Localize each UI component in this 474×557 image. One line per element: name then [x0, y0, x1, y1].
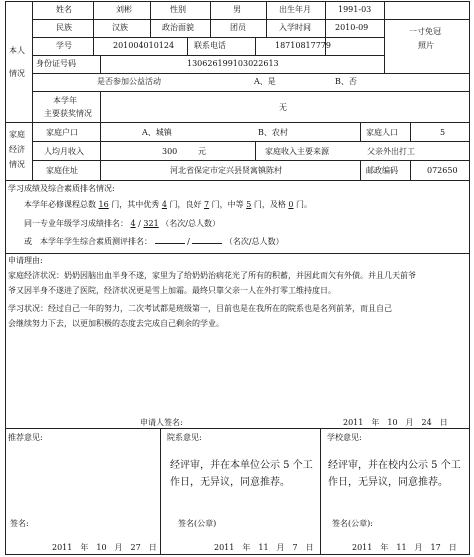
row-line: [32, 55, 384, 56]
college-opinion: 经评审，并在本单位公示 5 个工: [170, 460, 313, 471]
income-source-label: 家庭收入主要来源: [265, 147, 329, 156]
border-left: [5, 1, 6, 555]
income-unit: 元: [198, 147, 206, 156]
name-label: 姓名: [56, 5, 72, 14]
address-value: 河北省保定市定兴县贤寓镇陈村: [170, 166, 282, 175]
section-label: 情况: [9, 69, 25, 78]
name-value: 刘彬: [116, 5, 132, 14]
photo-label: 照片: [418, 41, 434, 50]
col-line: [187, 38, 188, 55]
school-opinion: 经评审，并在校内公示 5 个工: [328, 460, 461, 471]
courses-total: 16: [98, 200, 109, 209]
blank-field: [192, 243, 222, 244]
gender-label: 性别: [170, 5, 186, 14]
population-value: 5: [440, 128, 446, 137]
award-value: 无: [279, 103, 287, 112]
school-date: 2011 年 11 月 17 日: [352, 543, 457, 552]
grades-text: 门，及格: [253, 200, 286, 209]
charity-option-a: A、是: [254, 77, 276, 86]
reason-paragraph: 家庭经济状况：奶奶因脑出血半身不遂，家里为了给奶奶治病花光了所有的积蓄，并因此而欠有外债。并且几天前爷: [8, 271, 416, 280]
reason-paragraph: 学习状况：经过自己一年的努力，二次考试都是班级第一，目前也是在我所在的院系也是名列前茅，而且自己: [8, 304, 392, 313]
grades-text: 门。: [296, 200, 313, 209]
col-line: [150, 1, 151, 38]
rank-value: 4: [130, 219, 136, 228]
gender-value: 男: [233, 5, 241, 14]
blank-field: [155, 243, 185, 244]
row-line: [32, 91, 469, 92]
postcode-label: 邮政编码: [366, 166, 398, 175]
hukou-option-a: A、城镇: [142, 128, 172, 137]
divider: [32, 122, 33, 180]
enroll-label: 入学时间: [279, 23, 311, 32]
grades-text: 门，其中优秀: [111, 200, 160, 209]
border-bottom: [5, 554, 470, 555]
grades-text: （名次/总人数）: [161, 219, 220, 228]
row-line: [32, 37, 384, 38]
award-label: 主要获奖情况: [44, 109, 92, 118]
medium-count: 5: [246, 200, 252, 209]
signature-label: 申请人签名:: [140, 418, 183, 427]
col-line: [255, 38, 256, 55]
political-label: 政治面貌: [162, 23, 194, 32]
border-right: [469, 1, 470, 555]
school-opinion: 作日，无异议，同意推荐。: [328, 477, 448, 488]
grades-line-3: 或 本学年学生综合素质测评排名： / （名次/总人数）: [24, 237, 284, 246]
col-line: [266, 1, 267, 38]
school-title: 学校意见:: [327, 433, 362, 442]
income-label: 人均月收入: [44, 147, 84, 156]
grades-text: （名次/总人数）: [224, 237, 284, 246]
address-label: 家庭住址: [46, 166, 78, 175]
hukou-option-b: B、农村: [258, 128, 288, 137]
application-date: 2011 年 10 月 24 日: [343, 418, 448, 427]
row-line: [5, 253, 469, 254]
recommend-title: 推荐意见:: [8, 433, 43, 442]
grades-line-1: [24, 200, 312, 210]
row-line: [5, 180, 469, 181]
grades-text: 本学年必修课程总数: [24, 200, 96, 209]
excellent-count: 4: [161, 200, 167, 209]
charity-option-b: B、否: [335, 77, 357, 86]
political-value: 团员: [230, 23, 246, 32]
student-id-label: 学号: [56, 41, 72, 50]
grades-text: 门，中等: [211, 200, 244, 209]
col-line: [100, 122, 101, 180]
row-line: [5, 428, 469, 429]
reason-paragraph: 爷又因半身不遂进了医院，经济状况更是雪上加霜。最终只靠父亲一人在外打零工维持度日。: [8, 286, 336, 295]
col-line: [160, 428, 161, 554]
recommend-sign-label: 签名:: [10, 519, 29, 528]
col-line: [100, 91, 101, 122]
col-line: [93, 1, 94, 55]
col-line: [384, 1, 385, 73]
col-line: [255, 141, 256, 160]
col-line: [210, 1, 211, 38]
grades-line-2: 同一专业年级学习成绩排名： 4 / 321 （名次/总人数）: [24, 219, 220, 228]
section-label: 本人: [9, 46, 25, 55]
income-value: 300: [162, 147, 178, 156]
school-sign-label: 签名(公章):: [332, 519, 373, 528]
ethnic-value: 汉族: [112, 23, 128, 32]
photo-label: 一寸免冠: [409, 27, 441, 36]
col-line: [360, 122, 361, 141]
section-label: 情况: [9, 160, 25, 169]
population-label: 家庭人口: [366, 128, 398, 137]
section-label: 经济: [9, 145, 25, 154]
grades-text: 门，良好: [169, 200, 202, 209]
enroll-value: 2010-09: [335, 23, 369, 32]
recommend-date: 2011 年 10 月 27 日: [52, 543, 157, 552]
ethnic-label: 民族: [56, 23, 72, 32]
col-line: [320, 428, 321, 554]
income-source-value: 父亲外出打工: [367, 147, 415, 156]
college-opinion: 作日，无异议，同意推荐。: [170, 477, 290, 488]
college-sign-label: 签名(公章): [178, 519, 217, 528]
row-line: [32, 141, 469, 142]
phone-value: 18710817779: [275, 41, 331, 50]
phone-label: 联系电话: [194, 41, 226, 50]
charity-question: 是否参加公益活动: [97, 77, 161, 86]
idcard-value: 130626199103022613: [187, 59, 279, 68]
col-line: [410, 160, 411, 180]
good-count: 7: [204, 200, 210, 209]
row-line: [32, 160, 469, 161]
pass-count: 0: [288, 200, 294, 209]
birth-value: 1991-03: [338, 5, 372, 14]
col-line: [410, 122, 411, 141]
grades-text: 同一专业年级学习成绩排名：: [24, 219, 128, 228]
row-line: [32, 19, 469, 20]
idcard-label: 身份证号码: [36, 59, 76, 68]
grades-heading: 学习成绩及综合素质排名情况:: [8, 184, 115, 193]
section-label: 家庭: [9, 130, 25, 139]
college-title: 院系意见:: [167, 433, 202, 442]
postcode-value: 072650: [427, 166, 458, 175]
rank-total: 321: [143, 219, 159, 228]
college-date: 2011 年 11 月 7 日: [214, 543, 314, 552]
birth-label: 出生年月: [279, 5, 311, 14]
row-line: [5, 122, 469, 123]
reason-paragraph: 会继续努力下去，以更加积极的态度去完成自己剩余的学业。: [8, 319, 224, 328]
hukou-label: 家庭户口: [46, 128, 78, 137]
award-label: 本学年: [53, 96, 77, 105]
student-id-value: 201004010124: [113, 41, 175, 50]
reason-heading: 申请理由:: [8, 256, 43, 265]
col-line: [100, 56, 101, 73]
row-line: [32, 73, 469, 74]
grades-text: 或 本学年学生综合素质测评排名：: [24, 237, 152, 246]
col-line: [360, 160, 361, 180]
border-top: [5, 1, 470, 2]
